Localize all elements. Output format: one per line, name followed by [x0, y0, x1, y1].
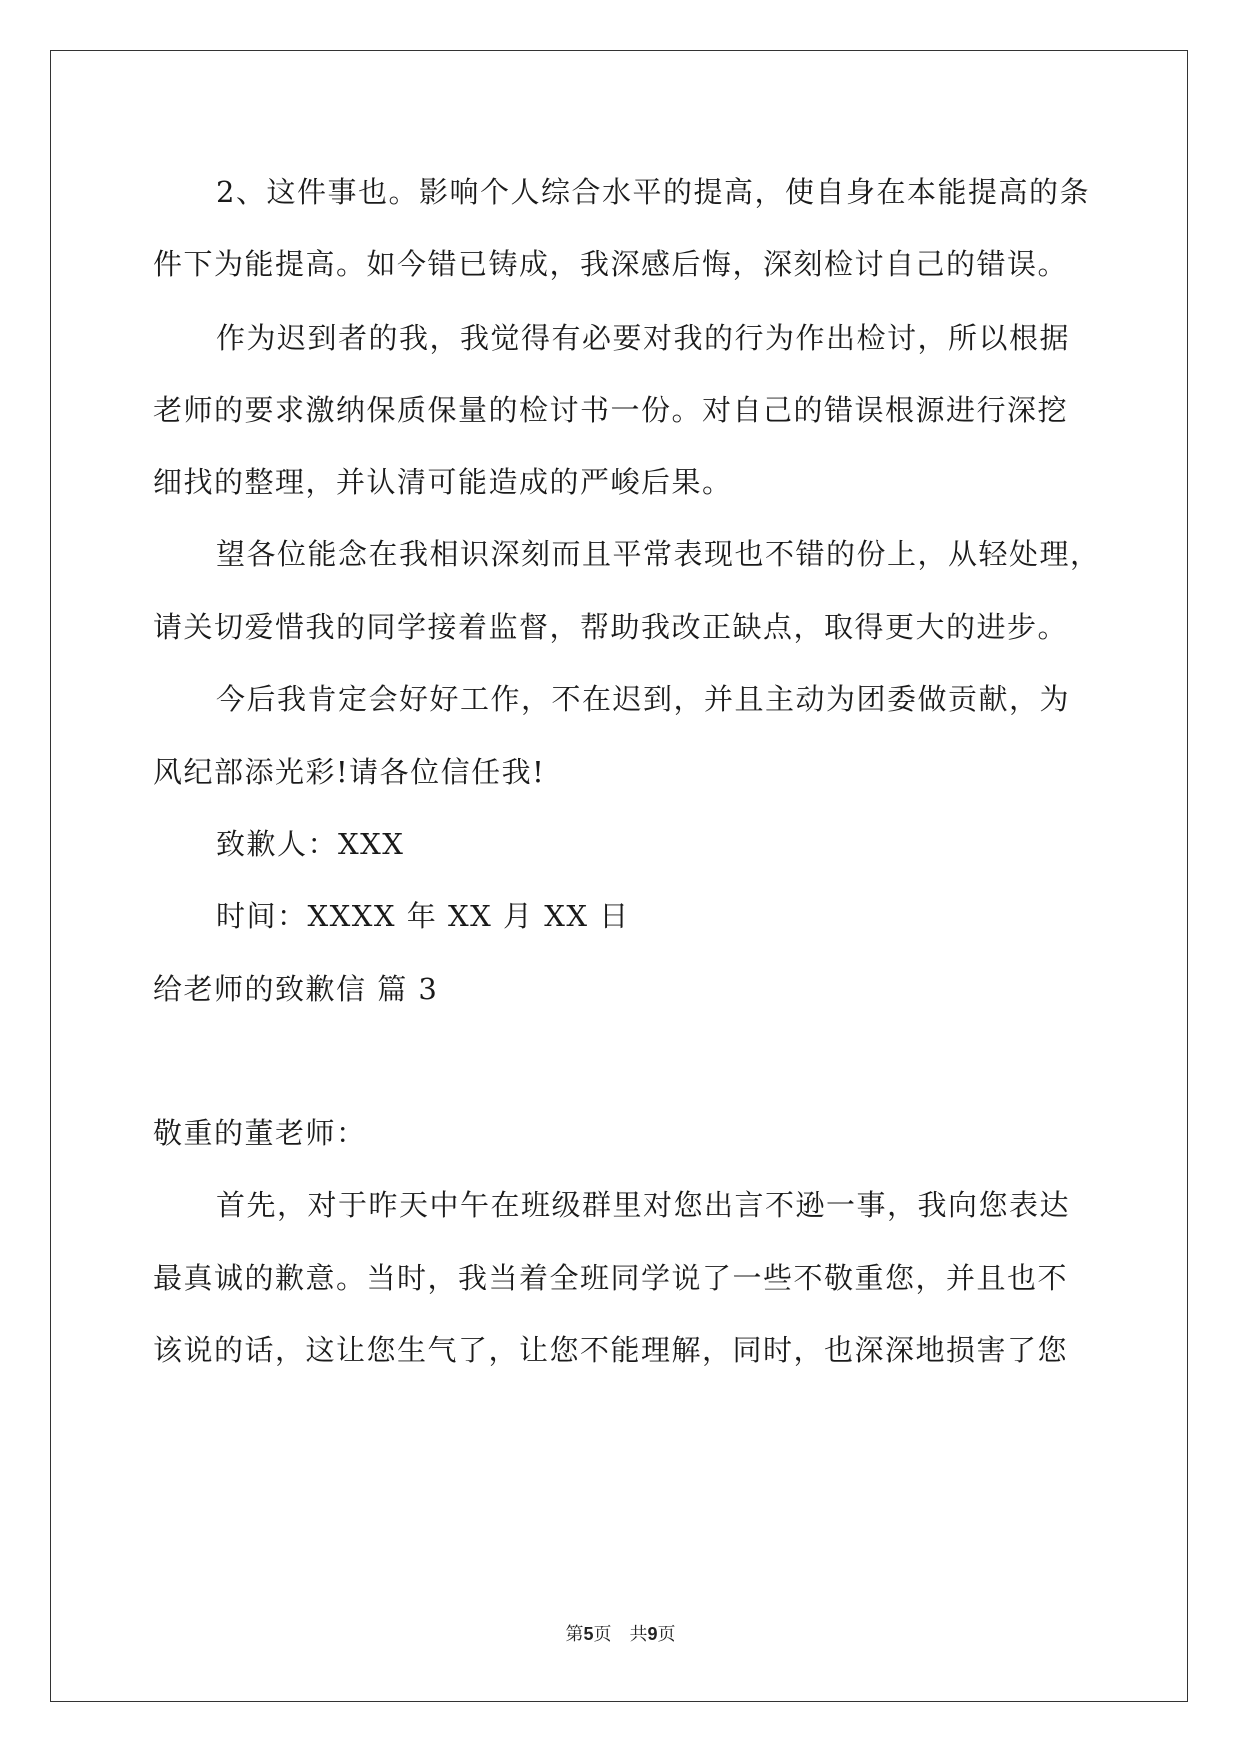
- paragraph-line: 风纪部添光彩!请各位信任我!: [153, 755, 546, 789]
- page-total: 9: [647, 1624, 658, 1644]
- paragraph-line: 今后我肯定会好好工作，不在迟到，并且主动为团委做贡献，为: [216, 682, 1071, 716]
- total-prefix: 共: [629, 1624, 648, 1645]
- page-prefix: 第: [565, 1624, 584, 1645]
- paragraph-line: 2、这件事也。影响个人综合水平的提高，使自身在本能提高的条: [216, 175, 1090, 209]
- paragraph-line: 请关切爱惜我的同学接着监督，帮助我改正缺点，取得更大的进步。: [153, 610, 1069, 644]
- paragraph-line: 老师的要求激纳保质保量的检讨书一份。对自己的错误根源进行深挖: [153, 393, 1069, 427]
- total-suffix: 页: [657, 1624, 676, 1645]
- paragraph-line: 首先，对于昨天中午在班级群里对您出言不逊一事，我向您表达: [216, 1188, 1071, 1222]
- paragraph-line: 最真诚的歉意。当时，我当着全班同学说了一些不敬重您，并且也不: [153, 1261, 1069, 1295]
- paragraph-line: 件下为能提高。如今错已铸成，我深感后悔，深刻检讨自己的错误。: [153, 247, 1069, 281]
- page-footer: [0, 1620, 1241, 1646]
- page-current: 5: [583, 1624, 594, 1644]
- paragraph-line: 细找的整理，并认清可能造成的严峻后果。: [153, 465, 733, 499]
- paragraph-line: 该说的话，这让您生气了，让您不能理解，同时，也深深地损害了您: [153, 1333, 1069, 1367]
- salutation: 敬重的董老师：: [153, 1116, 367, 1150]
- paragraph-line: 作为迟到者的我，我觉得有必要对我的行为作出检讨，所以根据: [216, 321, 1071, 355]
- page-mid: 页: [593, 1624, 612, 1645]
- section-heading: 给老师的致歉信 篇 3: [153, 972, 439, 1006]
- paragraph-line: 望各位能念在我相识深刻而且平常表现也不错的份上，从轻处理，: [216, 537, 1101, 571]
- signature-line: 致歉人：XXX: [216, 827, 405, 861]
- page-border: [50, 50, 1188, 1702]
- date-line: 时间：XXXX 年 XX 月 XX 日: [216, 899, 630, 933]
